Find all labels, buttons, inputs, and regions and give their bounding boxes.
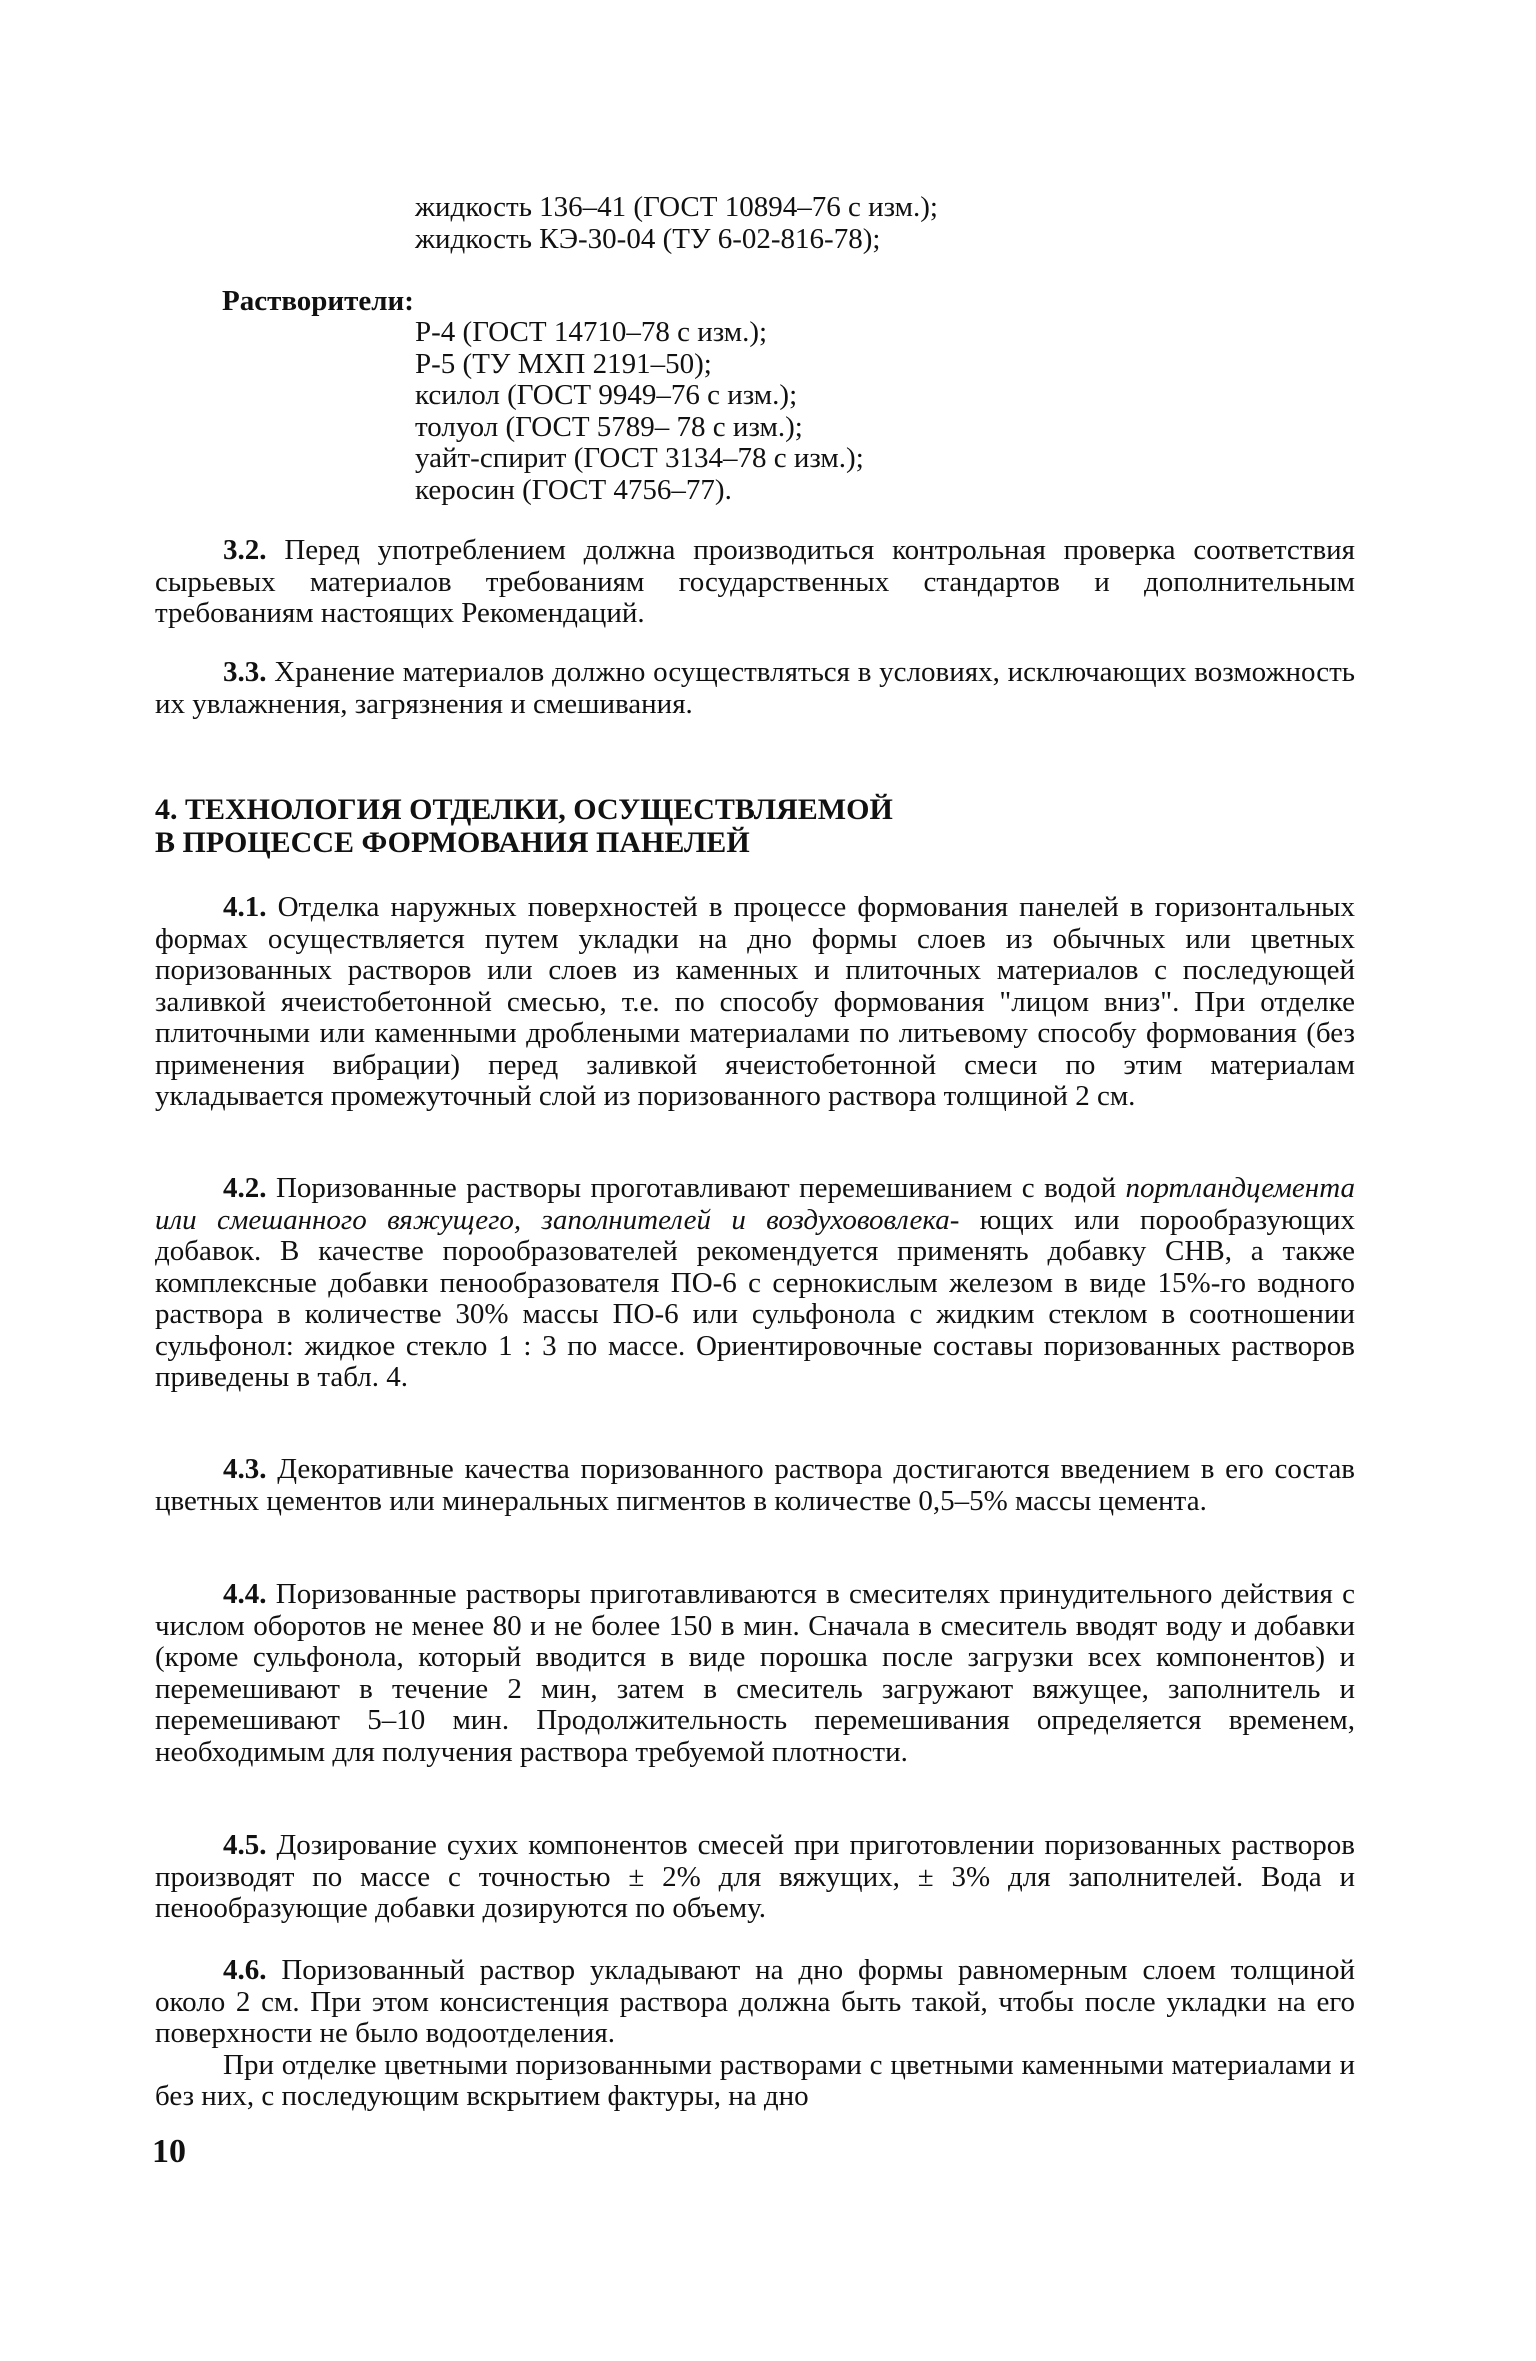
paragraph-text: Дозирование сухих компонентов смесей при приготовлении поризованных растворов производят по массе с точностью ± 2% для вяжущих, ± 3% для заполнителей. Вода и пенообразующие добавки дозируются по объему. — [155, 1829, 1355, 1924]
paragraph-number: 4.1. — [223, 891, 267, 923]
list-item: керосин (ГОСТ 4756–77). — [415, 473, 732, 506]
solvents-label: Растворители: — [222, 285, 414, 317]
paragraph-4-3 — [155, 1454, 1355, 1517]
paragraph-text: При отделке цветными поризованными растворами с цветными каменными материалами и без них, с последующим вскрытием фактуры, на дно — [155, 2048, 1355, 2112]
list-item: Р-5 (ТУ МХП 2191–50); — [415, 347, 712, 380]
list-item: жидкость КЭ-30-04 (ТУ 6-02-816-78); — [415, 222, 881, 255]
section-heading — [155, 793, 1355, 859]
paragraph-number: 3.2. — [223, 534, 267, 566]
paragraph-number: 4.5. — [223, 1829, 267, 1861]
paragraph-text: Перед употреблением должна производиться контрольная проверка соответствия сырьевых материалов требованиям государственных стандартов и дополнительным требованиям настоящих Рекомендаций. — [155, 534, 1356, 629]
paragraph-number: 4.4. — [223, 1578, 267, 1610]
paragraph-4-4 — [155, 1579, 1355, 1768]
paragraph-text: Поризованные растворы приготавливаются в смесителях принудительного действия с числом оборотов не менее 80 и не более 150 в мин. Сначала в смеситель вводят воду и добавки (кроме сульфонола, который вводится в виде порошка после загрузки всех компонентов) и перемешивают в течение 2 мин, затем в смеситель загружают вяжущее, заполнитель и перемешивают 5–10 мин. Продолжительность перемешивания определяется временем, необходимым для получения раствора требуемой плотности. — [155, 1578, 1355, 1768]
liquids-list — [415, 192, 938, 255]
paragraph-text: Отделка наружных поверхностей в процессе формования панелей в горизонтальных формах осуществляется путем укладки на дно формы слоев из обычных или цветных поризованных растворов или слоев из каменных и плиточных материалов с последующей заливкой ячеистобетонной смесью, т.е. по способу формования "лицом вниз". При отделке плиточными или каменными дроблеными материалами по литьевому способу формования (без применения вибрации) перед заливкой ячеистобетонной смеси по этим материалам укладывается промежуточный слой из поризованного раствора толщиной 2 см. — [155, 891, 1355, 1112]
paragraph-number: 4.2. — [223, 1172, 267, 1204]
paragraph-4-6 — [155, 1955, 1355, 2113]
list-item: Р-4 (ГОСТ 14710–78 с изм.); — [415, 316, 768, 348]
section-heading-line: В ПРОЦЕССЕ ФОРМОВАНИЯ ПАНЕЛЕЙ — [155, 826, 750, 859]
paragraph-number: 4.3. — [223, 1453, 267, 1485]
list-item: толуол (ГОСТ 5789– 78 с изм.); — [415, 410, 803, 443]
paragraph-4-1 — [155, 892, 1355, 1113]
paragraph-3-3 — [155, 657, 1355, 720]
paragraph-text: Поризованный раствор укладывают на дно формы равномерным слоем толщиной около 2 см. При этом консистенция раствора должна быть такой, чтобы после укладки на его поверхности не было водоотделения. — [155, 1954, 1355, 2049]
paragraph-3-2 — [155, 535, 1355, 630]
paragraph-number: 4.6. — [223, 1954, 267, 1986]
paragraph-text: Декоративные качества поризованного раствора достигаются введением в его состав цветных цементов или минеральных пигментов в количестве 0,5–5% массы цемента. — [155, 1453, 1356, 1517]
page-number: 10 — [152, 2133, 186, 2170]
list-item: жидкость 136–41 (ГОСТ 10894–76 с изм.); — [415, 191, 938, 223]
paragraph-4-2 — [155, 1173, 1355, 1394]
paragraph-number: 3.3. — [223, 656, 267, 688]
list-item: уайт-спирит (ГОСТ 3134–78 с изм.); — [415, 442, 864, 474]
list-item: ксилол (ГОСТ 9949–76 с изм.); — [415, 379, 798, 411]
paragraph-text: Поризованные растворы проготавливают перемешиванием с водой — [275, 1172, 1126, 1204]
paragraph-text-italic: портландцемента или смешанного вяжущего, заполнителей и воздухововлека- — [155, 1172, 1355, 1236]
solvents-list — [415, 317, 864, 506]
paragraph-4-5 — [155, 1830, 1355, 1925]
paragraph-text: Хранение материалов должно осуществляться в условиях, исключающих возможность их увлажнения, загрязнения и смешивания. — [155, 656, 1356, 720]
section-heading-line: 4. ТЕХНОЛОГИЯ ОТДЕЛКИ, ОСУЩЕСТВЛЯЕМОЙ — [155, 793, 893, 826]
paragraph-text: ющих или порообразующих добавок. В качестве порообразователей рекомендуется применять добавку СНВ, а также комплексные добавки пенообразователя ПО-6 с сернокислым железом в виде 15%-го водного раствора в количестве 30% массы ПО-6 или сульфонола с жидким стеклом в соотношении сульфонол: жидкое стекло 1 : 3 по массе. Ориентировочные составы поризованных растворов приведены в табл. 4. — [155, 1203, 1355, 1393]
